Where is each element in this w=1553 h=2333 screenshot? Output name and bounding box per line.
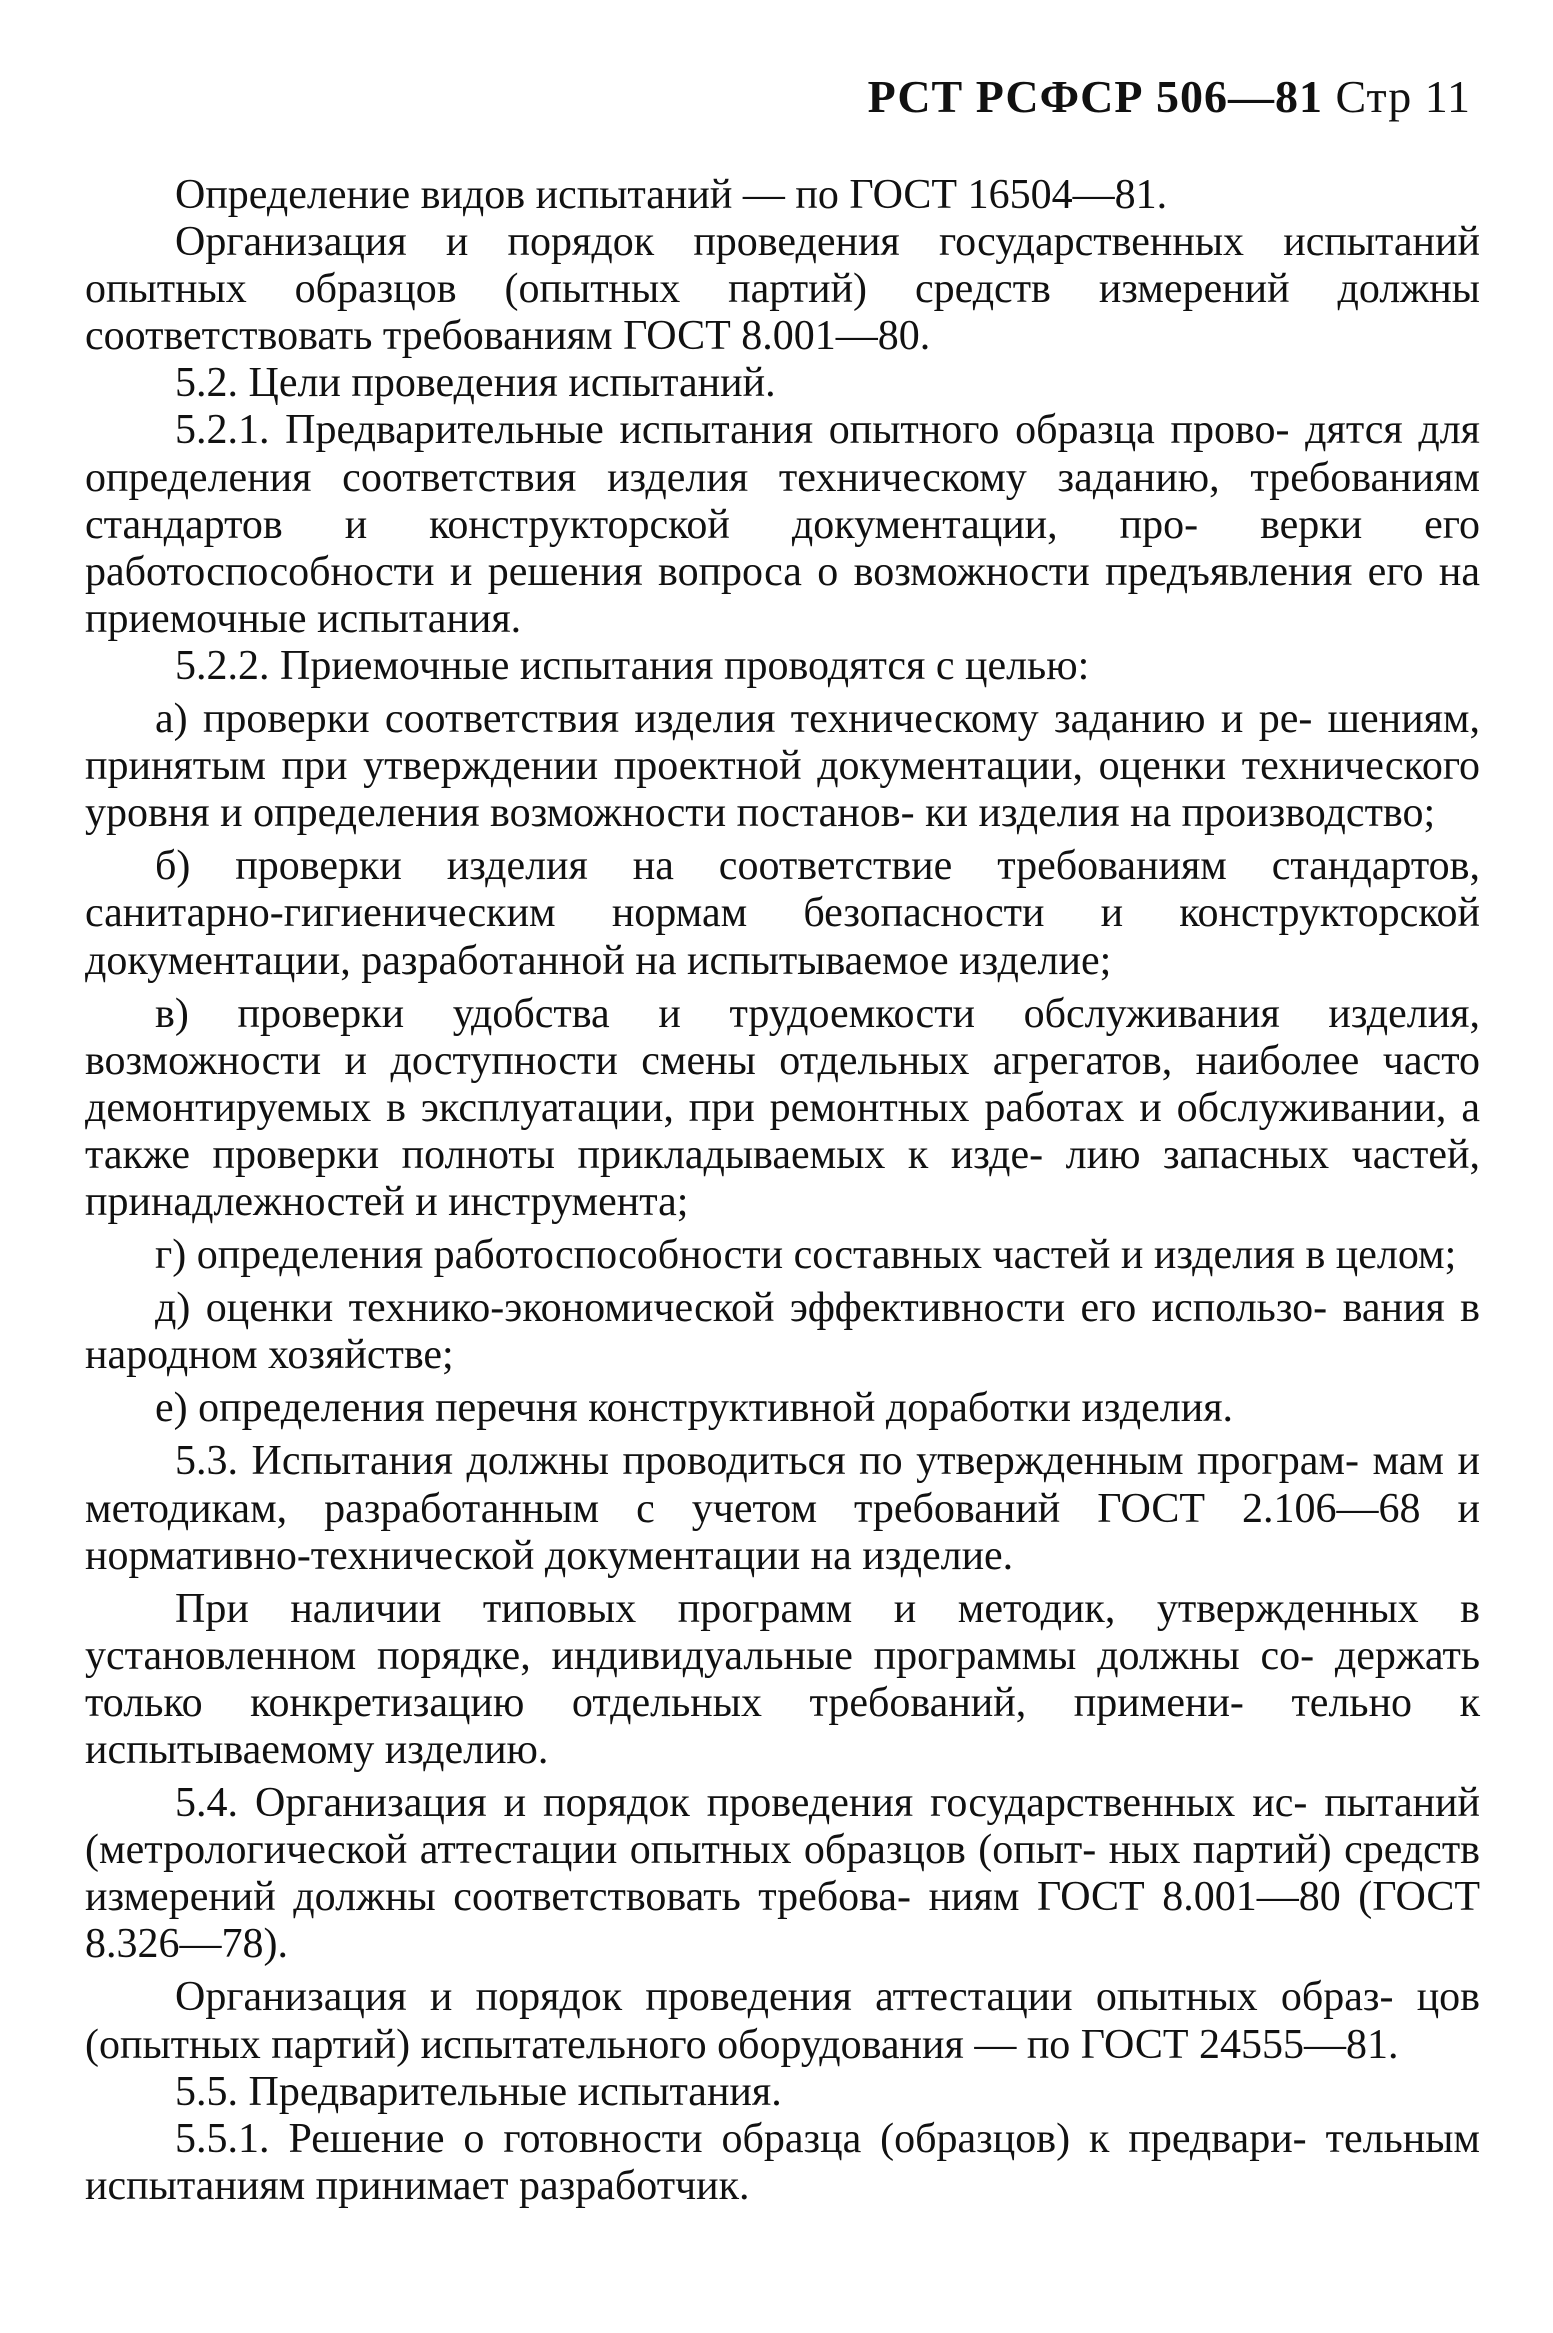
page-number: Стр 11 <box>1335 71 1471 122</box>
list-item: а) проверки соответствия изделия техническому заданию и ре- шениям, принятым при утверждении проектной документации, оценки технического уровня и определения возможности постанов- ки изделия на производство; <box>85 696 1481 837</box>
document-body <box>85 172 1480 2210</box>
list-item: е) определения перечня конструктивной доработки изделия. <box>155 1385 1234 1432</box>
section-heading: 5.5. Предварительные испытания. <box>175 2068 782 2115</box>
paragraph: 5.4. Организация и порядок проведения государственных ис- пытаний (метрологической аттестации опытных образцов (опыт- ных партий) средств измерений должны соответствовать требова- ниям ГОСТ 8.001—80 (ГОСТ 8.326—78). <box>85 1780 1481 1968</box>
list-item: г) определения работоспособности составных частей и изделия в целом; <box>155 1232 1457 1279</box>
section-heading: 5.2. Цели проведения испытаний. <box>175 360 776 407</box>
paragraph: 5.5.1. Решение о готовности образца (образцов) к предвари- тельным испытаниям принимает разработчик. <box>85 2115 1480 2209</box>
paragraph: При наличии типовых программ и методик, утвержденных в установленном порядке, индивидуальные программы должны со- держать только конкретизацию отдельных требований, примени- тельно к испытываемому изделию. <box>85 1585 1480 1773</box>
page-header <box>868 70 1471 123</box>
list-item: б) проверки изделия на соответствие требованиям стандартов, санитарно-гигиеническим нормам безопасности и конструкторской документации, разработанной на испытываемое изделие; <box>85 843 1480 984</box>
paragraph: Определение видов испытаний — по ГОСТ 16504—81. <box>175 172 1168 218</box>
paragraph: 5.2.1. Предварительные испытания опытного образца прово- дятся для определения соответствия изделия техническому заданию, требованиям стандартов и конструкторской документации, про- верки его работоспособности и решения вопроса о возможности предъявления его на приемочные испытания. <box>85 407 1481 642</box>
list-item: в) проверки удобства и трудоемкости обслуживания изделия, возможности и доступности смены отдельных агрегатов, наиболее часто демонтируемых в эксплуатации, при ремонтных работах и обслуживании, а также проверки полноты прикладываемых к изде- лию запасных частей, принадлежностей и инструмента; <box>85 990 1481 1225</box>
paragraph: Организация и порядок проведения государственных испытаний опытных образцов (опытных партий) средств измерений должны соответствовать требованиям ГОСТ 8.001—80. <box>85 219 1480 360</box>
paragraph: Организация и порядок проведения аттестации опытных образ- цов (опытных партий) испытательного оборудования — по ГОСТ 24555—81. <box>85 1974 1481 2068</box>
list-item: д) оценки технико-экономической эффективности его использо- вания в народном хозяйстве; <box>85 1285 1481 1379</box>
paragraph: 5.3. Испытания должны проводиться по утвержденным програм- мам и методикам, разработанным с учетом требований ГОСТ 2.106—68 и нормативно-технической документации на изделие. <box>85 1438 1481 1579</box>
paragraph: 5.2.2. Приемочные испытания проводятся с целью: <box>175 642 1090 689</box>
standard-number: РСТ РСФСР 506—81 <box>867 71 1323 122</box>
